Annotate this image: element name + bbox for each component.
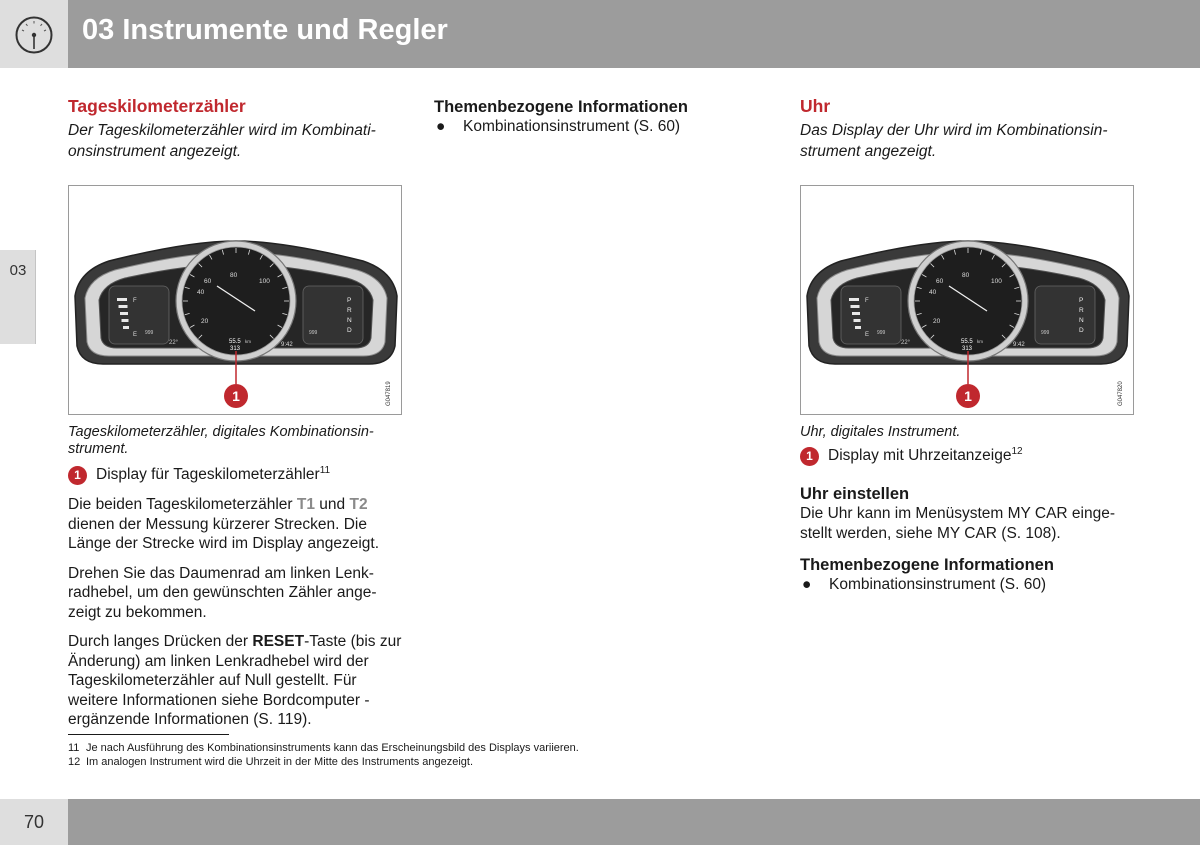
fuel-label-full: F <box>133 298 137 304</box>
speed-tick-label: 60 <box>204 278 212 285</box>
bullet-icon: ● <box>436 118 446 135</box>
label-t2: T2 <box>349 496 368 513</box>
reset-key-label: RESET <box>252 633 305 650</box>
instrument-cluster-illustration <box>69 186 402 415</box>
right-small-readout: 999 <box>309 330 318 336</box>
label-t1: T1 <box>296 496 315 513</box>
speedometer-icon <box>15 16 53 54</box>
column-related-info <box>434 97 770 137</box>
callout-item <box>68 465 404 485</box>
figure-caption: Uhr, digitales Instrument. <box>800 424 961 440</box>
callout-text: Display für Tageskilometerzähler$^{11}$ <box>96 464 331 483</box>
related-info-link[interactable]: Kombinationsinstrument (S. 60) <box>829 576 1047 593</box>
gear-letter: P <box>1079 297 1084 304</box>
callout-number-badge: 1 <box>68 466 87 485</box>
subheading-set-clock: Uhr einstellen <box>800 485 910 503</box>
gear-letter: N <box>347 317 352 324</box>
gear-letter: P <box>347 297 352 304</box>
instrument-cluster-illustration <box>801 186 1134 415</box>
gear-letter: D <box>347 327 352 334</box>
fuel-bar <box>123 326 129 329</box>
footnote-11: 11 Je nach Ausführung des Kombinationsinstruments kann das Erscheinungsbild des Displays variieren. <box>68 742 579 754</box>
related-info-heading: Themenbezogene Informationen <box>434 98 688 116</box>
fuel-bar <box>122 319 129 322</box>
chapter-tab <box>0 250 36 344</box>
clock-readout: 9:42 <box>1013 342 1025 348</box>
footnote-ref: 12 <box>1011 445 1023 457</box>
speed-tick-label: 20 <box>933 318 941 325</box>
callout-badge-number: 1 <box>232 388 240 404</box>
left-gauge-panel <box>841 286 901 344</box>
speed-tick-label: 20 <box>201 318 209 325</box>
paragraph-set-clock: Die Uhr kann im Menüsystem MY CAR einge-stellt werden, siehe MY CAR (S. 108). <box>800 505 1115 542</box>
figure-code: G047819 <box>386 381 392 406</box>
trip-readout-total: 313 <box>230 346 241 352</box>
temperature-readout: 22° <box>169 340 179 346</box>
gear-letter: N <box>1079 317 1084 324</box>
column-clock <box>800 95 1136 595</box>
related-info-heading: Themenbezogene Informationen <box>800 556 1054 574</box>
callout-badge-number: 1 <box>964 388 972 404</box>
figure-caption: Tageskilometerzähler, digitales Kombinationsin-strument. <box>68 424 374 457</box>
header-icon-box <box>0 0 68 68</box>
paragraph-reset: Durch langes Drücken der RESET-Taste (bis zur Änderung) am linken Lenkradhebel wird der Tageskilometerzähler auf Null gestellt. Für weitere Informationen siehe Bordcomputer - ergänzende Informationen (S. 119). <box>68 633 402 728</box>
speed-tick-label: 60 <box>936 278 944 285</box>
related-info-link[interactable]: Kombinationsinstrument (S. 60) <box>463 118 681 135</box>
fuel-bar <box>855 326 861 329</box>
fuel-bar <box>849 298 859 301</box>
page-number: 70 <box>23 812 45 832</box>
fuel-bar <box>854 319 861 322</box>
callout-text: Display mit Uhrzeitanzeige$^{12}$ <box>828 445 1023 464</box>
speed-tick-label: 40 <box>197 289 205 296</box>
figure-trip-meter <box>68 185 402 415</box>
trip-readout-unit: km <box>977 339 983 344</box>
trip-meter-lead: Der Tageskilometerzähler wird im Kombinati-onsinstrument angezeigt. <box>68 122 376 160</box>
fuel-bar <box>852 312 860 315</box>
fuel-label-full: F <box>865 298 869 304</box>
fuel-bar <box>851 305 860 308</box>
fuel-label-empty: E <box>133 332 138 338</box>
left-small-readout: 999 <box>877 330 886 336</box>
fuel-bar <box>120 312 128 315</box>
gear-letter: R <box>347 307 352 314</box>
fuel-bar <box>119 305 128 308</box>
bullet-icon: ● <box>802 576 812 593</box>
fuel-bar <box>117 298 127 301</box>
footnote-ref: 11 <box>319 464 331 476</box>
speed-tick-label: 100 <box>259 278 270 285</box>
left-small-readout: 999 <box>145 330 154 336</box>
trip-readout-value: 55.5 <box>961 339 973 345</box>
gear-letter: R <box>1079 307 1084 314</box>
callout-item <box>800 446 1136 466</box>
callout-number-badge: 1 <box>800 447 819 466</box>
figure-code: G047820 <box>1118 381 1124 406</box>
temperature-readout: 22° <box>901 340 911 346</box>
trip-readout-unit: km <box>245 339 251 344</box>
speed-tick-label: 40 <box>929 289 937 296</box>
speed-tick-label: 100 <box>991 278 1002 285</box>
related-info-item[interactable] <box>434 117 770 137</box>
fuel-label-empty: E <box>865 332 870 338</box>
right-small-readout: 999 <box>1041 330 1050 336</box>
figure-clock <box>800 185 1134 415</box>
clock-lead: Das Display der Uhr wird im Kombinationsin-strument angezeigt. <box>800 122 1108 160</box>
column-trip-meter <box>68 95 404 730</box>
chapter-tab-label: 03 <box>9 262 27 279</box>
speed-tick-label: 80 <box>230 272 238 279</box>
section-heading-clock: Uhr <box>800 96 831 116</box>
footer-bar <box>68 799 1200 845</box>
footnote-12: 12 Im analogen Instrument wird die Uhrzeit in der Mitte des Instruments angezeigt. <box>68 756 474 768</box>
paragraph-thumbwheel: Drehen Sie das Daumenrad am linken Lenk-radhebel, um den gewünschten Zähler ange-zeigt zu bekommen. <box>68 564 377 621</box>
speed-tick-label: 80 <box>962 272 970 279</box>
trip-readout-total: 313 <box>962 346 973 352</box>
footnote-divider <box>68 734 229 735</box>
related-info-item[interactable] <box>800 575 1136 595</box>
trip-readout-value: 55.5 <box>229 339 241 345</box>
left-gauge-panel <box>109 286 169 344</box>
paragraph-trip-meters: Die beiden Tageskilometerzähler T1 und T2 dienen der Messung kürzerer Strecken. Die Länge der Strecke wird im Display angezeigt. <box>68 496 380 552</box>
clock-readout: 9:42 <box>281 342 293 348</box>
section-heading-trip-meter: Tageskilometerzähler <box>68 96 246 116</box>
gear-letter: D <box>1079 327 1084 334</box>
page-title: 03 Instrumente und Regler <box>82 14 448 46</box>
